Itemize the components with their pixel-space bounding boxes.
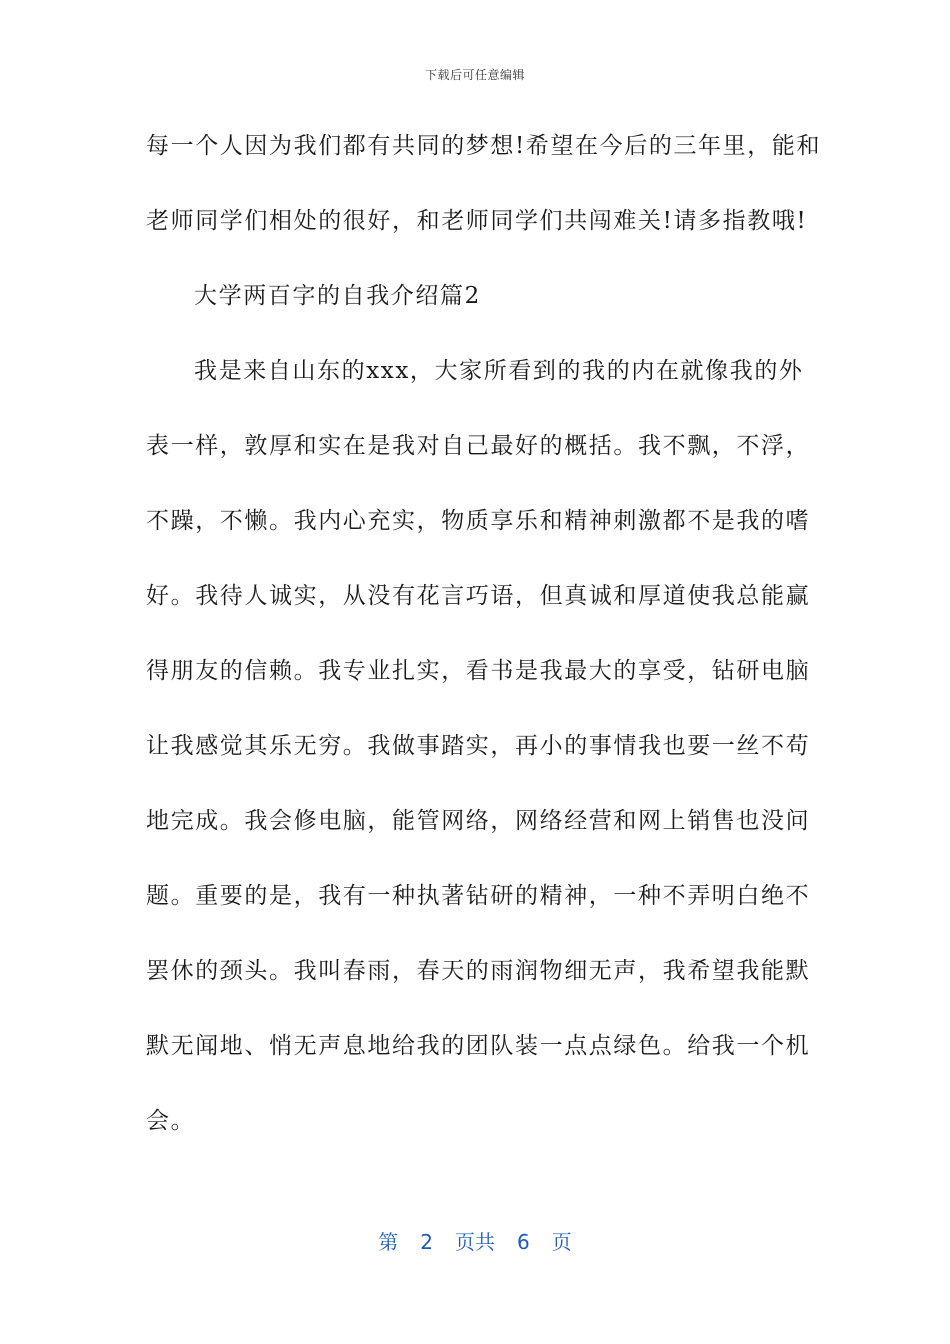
- body-line-1: 每一个人因为我们都有共同的梦想!希望在今后的三年里，能和: [146, 133, 822, 159]
- footer-suffix: 页: [551, 1230, 572, 1254]
- section-heading: 大学两百字的自我介绍篇2: [194, 283, 481, 309]
- footer-middle: 页共: [455, 1230, 495, 1254]
- body-line-13: 默无闻地、悄无声息地给我的团队装一点点绿色。给我一个机: [146, 1033, 811, 1059]
- footer-current-page: 2: [420, 1230, 433, 1254]
- body-line-14: 会。: [146, 1108, 196, 1134]
- body-line-8: 得朋友的信赖。我专业扎实，看书是我最大的享受，钻研电脑: [146, 658, 811, 684]
- footer-total-pages: 6: [517, 1230, 530, 1254]
- body-line-9: 让我感觉其乐无穷。我做事踏实，再小的事情我也要一丝不苟: [146, 733, 811, 759]
- page-footer: [0, 1226, 950, 1255]
- body-line-5: 表一样，敦厚和实在是我对自己最好的概括。我不飘，不浮，: [146, 433, 811, 459]
- footer-prefix: 第: [378, 1230, 399, 1254]
- body-line-12: 罢休的颈头。我叫春雨，春天的雨润物细无声，我希望我能默: [146, 958, 811, 984]
- header-note: 下载后可任意编辑: [424, 68, 525, 82]
- body-line-4: 我是来自山东的xxx，大家所看到的我的内在就像我的外: [194, 358, 804, 384]
- body-line-11: 题。重要的是，我有一种执著钻研的精神，一种不弄明白绝不: [146, 883, 811, 909]
- body-line-6: 不躁，不懒。我内心充实，物质享乐和精神刺激都不是我的嗜: [146, 508, 811, 534]
- body-line-7: 好。我待人诚实，从没有花言巧语，但真诚和厚道使我总能赢: [146, 583, 811, 609]
- body-line-2: 老师同学们相处的很好，和老师同学们共闯难关!请多指教哦!: [146, 208, 808, 234]
- body-line-10: 地完成。我会修电脑，能管网络，网络经营和网上销售也没问: [146, 808, 811, 834]
